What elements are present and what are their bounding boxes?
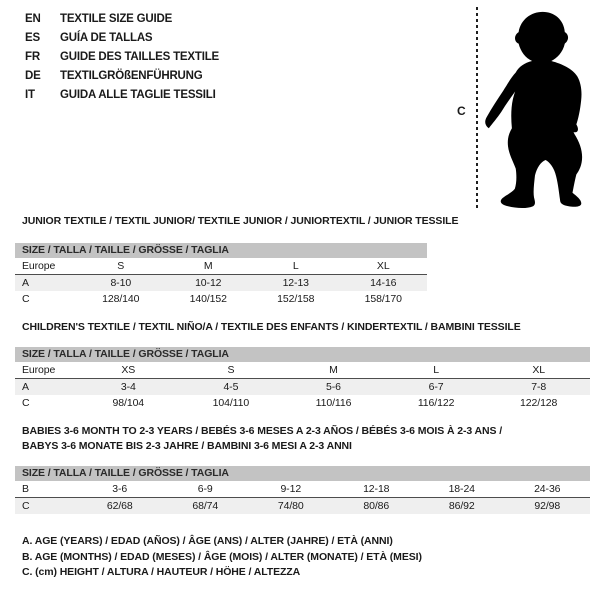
table-row xyxy=(15,481,590,498)
table-row xyxy=(15,379,590,395)
language-code: ES xyxy=(25,32,40,44)
measurement-legend xyxy=(22,534,422,581)
guide-title: GUIDE DES TAILLES TEXTILE xyxy=(60,51,219,63)
table-cell: 18-24 xyxy=(448,483,475,495)
language-row xyxy=(25,10,219,29)
height-measure-label: C xyxy=(457,104,466,118)
table-cell: 110/116 xyxy=(315,397,352,409)
table-row xyxy=(15,291,427,307)
table-cell: 7-8 xyxy=(531,381,547,393)
table-cell: 24-36 xyxy=(534,483,561,495)
table-cell: 128/140 xyxy=(102,293,140,305)
language-code: EN xyxy=(25,13,41,25)
table-cell: 152/158 xyxy=(277,293,315,305)
legend-line-a: A. AGE (YEARS) / EDAD (AÑOS) / ÂGE (ANS) / ALTER (JAHRE) / ETÀ (ANNI) xyxy=(22,535,393,547)
table-row xyxy=(15,275,427,291)
language-code: DE xyxy=(25,70,41,82)
table-cell: 68/74 xyxy=(192,500,219,512)
table-cell: 12-18 xyxy=(363,483,390,495)
legend-line-b: B. AGE (MONTHS) / EDAD (MESES) / ÂGE (MOIS) / ALTER (MONATE) / ETÀ (MESI) xyxy=(22,550,422,563)
guide-title: TEXTILE SIZE GUIDE xyxy=(60,13,173,25)
table-cell: 4-5 xyxy=(223,381,239,393)
guide-title: TEXTILGRÖßENFÜHRUNG xyxy=(60,70,203,82)
table-cell: 104/110 xyxy=(212,397,250,409)
language-row xyxy=(25,86,219,105)
table-cell: 116/122 xyxy=(417,397,455,409)
language-code: FR xyxy=(25,51,40,63)
junior-size-table xyxy=(15,243,427,307)
table-cell: L xyxy=(292,260,299,272)
table-cell: 98/104 xyxy=(112,397,145,409)
language-row xyxy=(25,48,219,67)
table-row xyxy=(15,362,590,379)
row-label: B xyxy=(22,483,29,495)
row-label: C xyxy=(22,293,30,305)
table-cell: XS xyxy=(121,364,136,376)
table-cell: 62/68 xyxy=(106,500,133,512)
table-cell: 80/86 xyxy=(363,500,390,512)
language-row xyxy=(25,67,219,86)
table-cell: 6-9 xyxy=(197,483,213,495)
table-cell: 140/152 xyxy=(189,293,227,305)
table-cell: XL xyxy=(532,364,545,376)
table-cell: 3-4 xyxy=(120,381,136,393)
size-header-bar: SIZE / TALLA / TAILLE / GRÖSSE / TAGLIA xyxy=(15,243,427,258)
row-label: A xyxy=(22,277,29,289)
children-size-table xyxy=(15,347,590,411)
babies-size-table xyxy=(15,466,590,514)
language-row xyxy=(25,29,219,48)
table-cell: 9-12 xyxy=(280,483,302,495)
table-row xyxy=(15,258,427,275)
height-measure-dashed-line xyxy=(476,7,478,208)
table-cell: M xyxy=(329,364,338,376)
table-row xyxy=(15,498,590,514)
table-cell: XL xyxy=(376,260,390,272)
table-cell: 3-6 xyxy=(112,483,128,495)
language-title-list xyxy=(25,10,219,105)
legend-line-c: C. (cm) HEIGHT / ALTURA / HAUTEUR / HÖHE / ALTEZZA xyxy=(22,566,301,578)
table-cell: S xyxy=(227,364,235,376)
table-cell: 86/92 xyxy=(448,500,475,512)
babies-table-title-line1: BABIES 3-6 MONTH TO 2-3 YEARS / BEBÉS 3-6 MESES A 2-3 AÑOS / BÉBÉS 3-6 MOIS À 2-3 ANS / xyxy=(22,425,503,437)
guide-title: GUÍA DE TALLAS xyxy=(60,32,153,44)
table-cell: M xyxy=(203,260,213,272)
table-cell: 122/128 xyxy=(520,397,558,409)
table-row xyxy=(15,395,590,411)
size-header-bar: SIZE / TALLA / TAILLE / GRÖSSE / TAGLIA xyxy=(15,466,590,481)
table-cell: 12-13 xyxy=(282,277,309,289)
table-cell: 158/170 xyxy=(364,293,402,305)
row-label: Europe xyxy=(22,364,56,376)
row-label: C xyxy=(22,397,30,409)
table-cell: 74/80 xyxy=(277,500,304,512)
table-cell: S xyxy=(117,260,125,272)
toddler-silhouette-icon xyxy=(483,9,586,211)
table-cell: 14-16 xyxy=(370,277,397,289)
row-label: A xyxy=(22,381,29,393)
children-table-title: CHILDREN'S TEXTILE / TEXTIL NIÑO/A / TEXTILE DES ENFANTS / KINDERTEXTIL / BAMBINI TESSILE xyxy=(22,321,521,333)
table-cell: 8-10 xyxy=(110,277,132,289)
table-cell: 5-6 xyxy=(326,381,341,393)
table-cell: 92/98 xyxy=(534,500,561,512)
guide-title: GUIDA ALLE TAGLIE TESSILI xyxy=(60,89,216,101)
table-cell: L xyxy=(433,364,439,376)
babies-table-title-line2: BABYS 3-6 MONATE BIS 2-3 JAHRE / BAMBINI 3-6 MESI A 2-3 ANNI xyxy=(22,440,352,452)
row-label: C xyxy=(22,500,30,512)
junior-table-title: JUNIOR TEXTILE / TEXTIL JUNIOR/ TEXTILE JUNIOR / JUNIORTEXTIL / JUNIOR TESSILE xyxy=(22,215,459,227)
language-code: IT xyxy=(25,89,35,101)
table-cell: 10-12 xyxy=(195,277,222,289)
size-header-bar: SIZE / TALLA / TAILLE / GRÖSSE / TAGLIA xyxy=(15,347,590,362)
table-cell: 6-7 xyxy=(428,381,444,393)
row-label: Europe xyxy=(22,260,56,272)
